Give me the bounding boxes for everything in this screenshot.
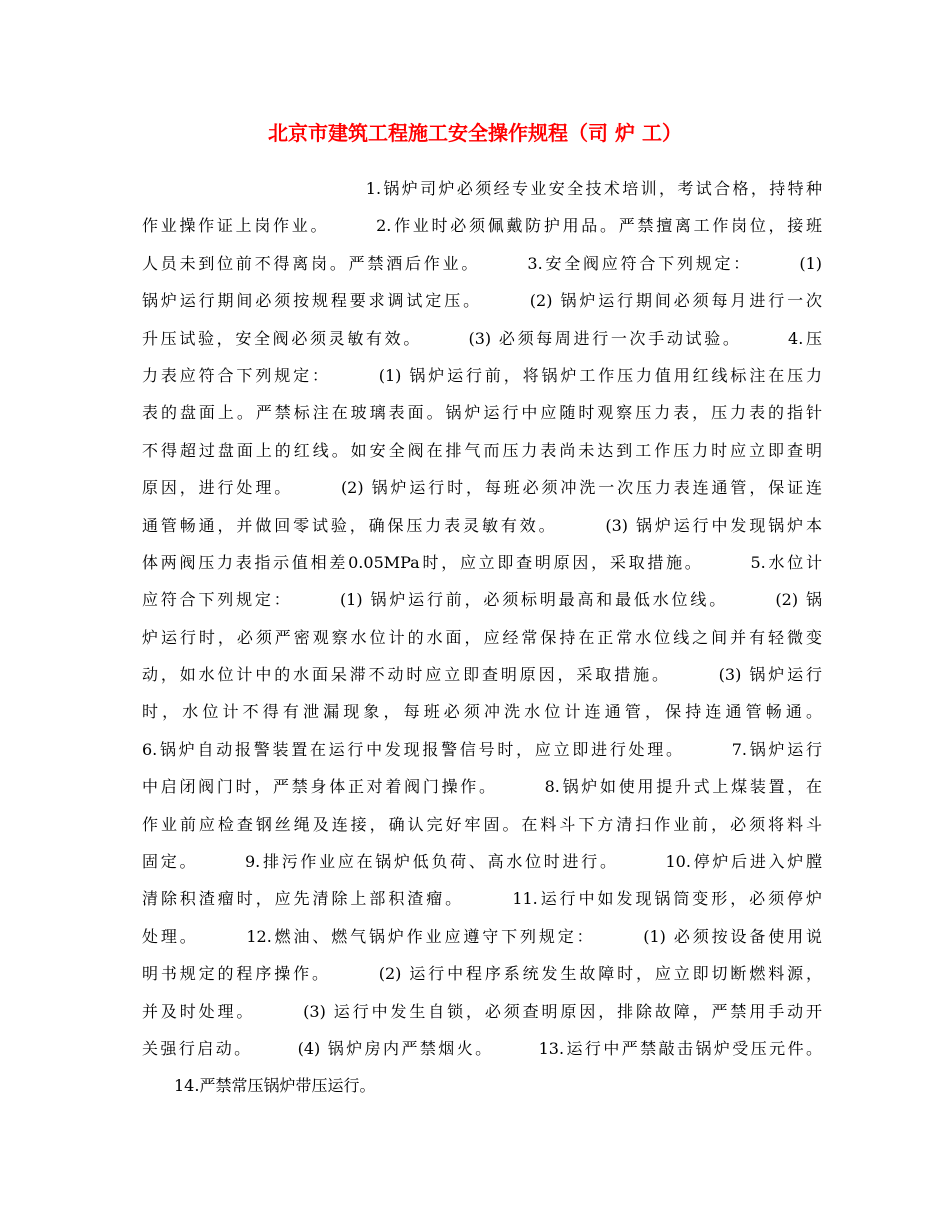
paragraph-line: 炉运行时，必须严密观察水位计的水面，应经常保持在正常水位线之间并有轻微变 (142, 627, 822, 647)
document-title: 北京市建筑工程施工安全操作规程（司 炉 工） (268, 121, 682, 145)
paragraph-line: 体两阀压力表指示值相差0.05MPa时，应立即查明原因，采取措施。 5.水位计 (142, 552, 822, 572)
paragraph-line: 锅炉运行期间必须按规程要求调试定压。 (2) 锅炉运行期间必须每月进行一次 (142, 291, 822, 311)
paragraph-line: 通管畅通，并做回零试验，确保压力表灵敏有效。 (3) 锅炉运行中发现锅炉本 (142, 515, 822, 535)
paragraph-line: 作业操作证上岗作业。 2.作业时必须佩戴防护用品。严禁擅离工作岗位，接班 (142, 216, 822, 236)
paragraph-line: 6.锅炉自动报警装置在运行中发现报警信号时，应立即进行处理。 7.锅炉运行 (142, 739, 822, 759)
paragraph-line: 人员未到位前不得离岗。严禁酒后作业。 3.安全阀应符合下列规定： (1) (142, 253, 822, 273)
paragraph-line: 处理。 12.燃油、燃气锅炉作业应遵守下列规定： (1) 必须按设备使用说 (142, 926, 822, 946)
paragraph-line: 14.严禁常压锅炉带压运行。 (174, 1076, 376, 1096)
paragraph-line: 1.锅炉司炉必须经专业安全技术培训，考试合格，持特种 (142, 179, 822, 198)
paragraph-line: 升压试验，安全阀必须灵敏有效。 (3) 必须每周进行一次手动试验。 4.压 (142, 328, 822, 348)
paragraph-line: 原因，进行处理。 (2) 锅炉运行时，每班必须冲洗一次压力表连通管，保证连 (142, 478, 822, 498)
paragraph-line: 动，如水位计中的水面呆滞不动时应立即查明原因，采取措施。 (3) 锅炉运行 (142, 665, 822, 685)
paragraph-line: 中启闭阀门时，严禁身体正对着阀门操作。 8.锅炉如使用提升式上煤装置，在 (142, 777, 822, 797)
paragraph-line: 明书规定的程序操作。 (2) 运行中程序系统发生故障时，应立即切断燃料源， (142, 964, 822, 984)
paragraph-line: 力表应符合下列规定： (1) 锅炉运行前，将锅炉工作压力值用红线标注在压力 (142, 365, 822, 385)
paragraph-line: 表的盘面上。严禁标注在玻璃表面。锅炉运行中应随时观察压力表，压力表的指针 (142, 403, 822, 423)
paragraph-line: 关强行启动。 (4) 锅炉房内严禁烟火。 13.运行中严禁敲击锅炉受压元件。 (142, 1038, 822, 1058)
paragraph-line: 固定。 9.排污作业应在锅炉低负荷、高水位时进行。 10.停炉后进入炉膛 (142, 852, 822, 872)
paragraph-line: 作业前应检查钢丝绳及连接，确认完好牢固。在料斗下方清扫作业前，必须将料斗 (142, 814, 822, 834)
paragraph-line: 并及时处理。 (3) 运行中发生自锁，必须查明原因，排除故障，严禁用手动开 (142, 1001, 822, 1021)
paragraph-line: 时，水位计不得有泄漏现象，每班必须冲洗水位计连通管，保持连通管畅通。 (142, 702, 822, 722)
paragraph-line: 清除积渣瘤时，应先清除上部积渣瘤。 11.运行中如发现锅筒变形，必须停炉 (142, 889, 822, 909)
document-body (142, 170, 822, 1105)
paragraph-line: 应符合下列规定： (1) 锅炉运行前，必须标明最高和最低水位线。 (2) 锅 (142, 590, 822, 610)
paragraph-line: 不得超过盘面上的红线。如安全阀在排气而压力表尚未达到工作压力时应立即查明 (142, 440, 822, 460)
